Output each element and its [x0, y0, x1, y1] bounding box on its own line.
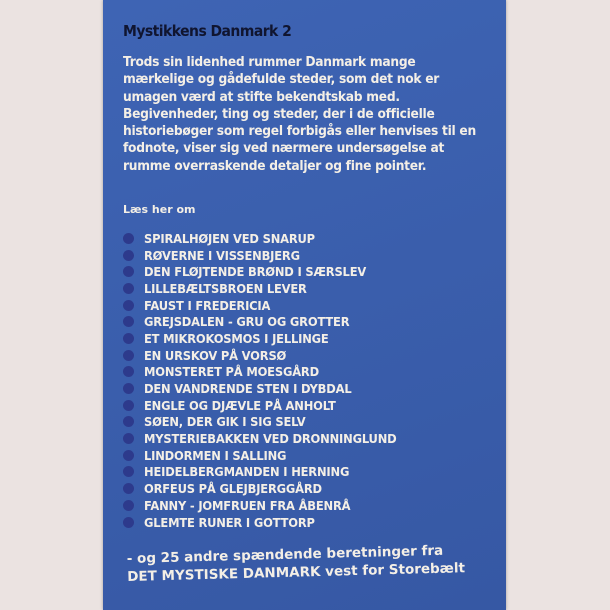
list-item-label: SØEN, DER GIK I SIG SELV — [144, 414, 306, 430]
list-item-label: FANNY - JOMFRUEN FRA ÅBENRÅ — [144, 497, 351, 513]
list-item-label: LINDORMEN I SALLING — [144, 447, 287, 463]
bullet-icon — [123, 233, 134, 244]
list-item-label: EN URSKOV PÅ VORSØ — [144, 347, 287, 363]
list-item-label: MYSTERIEBAKKEN VED DRONNINGLUND — [144, 431, 397, 447]
bullet-icon — [123, 316, 134, 327]
bullet-icon — [123, 300, 134, 311]
list-item-label: SPIRALHØJEN VED SNARUP — [144, 230, 315, 246]
list-item — [123, 380, 418, 397]
list-item-label: ORFEUS PÅ GLEJBJERGGÅRD — [144, 481, 322, 497]
list-lead: Læs her om — [123, 203, 196, 216]
list-item — [123, 514, 418, 531]
list-item-label: ENGLE OG DJÆVLE PÅ ANHOLT — [144, 397, 336, 413]
list-item — [123, 497, 418, 514]
bullet-icon — [123, 366, 134, 377]
list-item — [123, 230, 418, 247]
list-item-label: MONSTERET PÅ MOESGÅRD — [144, 364, 319, 380]
intro-text: Trods sin lidenhed rummer Danmark mange mærkelige og gådefulde steder, som det nok er umagen værd at stifte bekendtskab med. Begivenheder, ting og steder, der i de officielle historiebøger som regel forbigås eller henvises til en fodnote, viser sig ved nærmere undersøgelse at rumme overraskende detaljer og fine pointer. — [123, 55, 476, 174]
list-item — [123, 263, 418, 280]
bullet-icon — [123, 383, 134, 394]
bullet-icon — [123, 416, 134, 427]
bullet-icon — [123, 400, 134, 411]
footer-line-2: DET MYSTISKE DANMARK vest for Storebælt — [127, 560, 466, 585]
list-item — [123, 330, 418, 347]
footer-line-1: - og 25 andre spændende beretninger fra — [126, 542, 444, 568]
chapter-list — [123, 230, 418, 530]
list-item-label: ET MIKROKOSMOS I JELLINGE — [144, 330, 329, 346]
bullet-icon — [123, 333, 134, 344]
list-item — [123, 313, 418, 330]
footer-text — [127, 541, 466, 586]
list-item-label: DEN VANDRENDE STEN I DYBDAL — [144, 381, 352, 397]
list-item-label: LILLEBÆLTSBROEN LEVER — [144, 280, 307, 296]
list-item-label: HEIDELBERGMANDEN I HERNING — [144, 464, 350, 480]
list-item-label: DEN FLØJTENDE BRØND I SÆRSLEV — [144, 264, 367, 280]
bullet-icon — [123, 433, 134, 444]
book-back-cover — [103, 0, 506, 610]
bullet-icon — [123, 517, 134, 528]
list-item — [123, 480, 418, 497]
list-item — [123, 414, 418, 431]
list-item — [123, 464, 418, 481]
bullet-icon — [123, 466, 134, 477]
list-item-label: GLEMTE RUNER I GOTTORP — [144, 514, 315, 530]
book-title: Mystikkens Danmark 2 — [123, 22, 292, 40]
list-item — [123, 297, 418, 314]
bullet-icon — [123, 266, 134, 277]
bullet-icon — [123, 500, 134, 511]
list-item — [123, 447, 418, 464]
list-item-label: GREJSDALEN - GRU OG GROTTER — [144, 314, 350, 330]
list-item — [123, 397, 418, 414]
list-item-label: FAUST I FREDERICIA — [144, 297, 271, 313]
bullet-icon — [123, 350, 134, 361]
list-item — [123, 364, 418, 381]
bullet-icon — [123, 250, 134, 261]
list-item — [123, 280, 418, 297]
bullet-icon — [123, 450, 134, 461]
list-item — [123, 247, 418, 264]
bullet-icon — [123, 283, 134, 294]
list-item-label: RØVERNE I VISSENBJERG — [144, 247, 300, 263]
list-item — [123, 347, 418, 364]
bullet-icon — [123, 483, 134, 494]
list-item — [123, 430, 418, 447]
